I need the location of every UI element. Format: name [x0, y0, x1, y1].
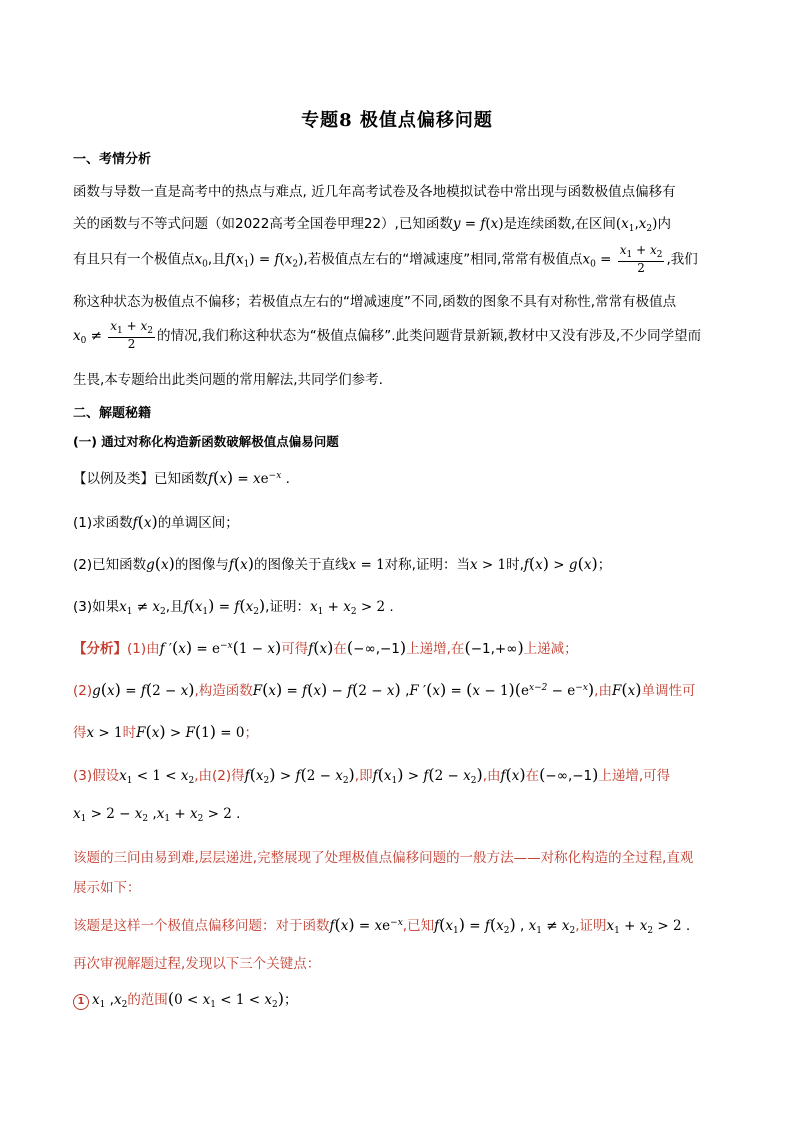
page-title: 专题8 极值点偏移问题 [301, 110, 493, 131]
analysis-part-1: 【分析】(1)由f $'(x) = e^{-x}(1 - x)$可得f(x)在(−∞,−1)上递增,在(−1,+∞)上递减； [73, 638, 578, 657]
summary-line-3: 该题是这样一个极值点偏移问题：对于函数$f(x) = xe^{-x}$,已知$f(x_1) = f(x_2)$ , $x_1 \ne x_2$,证明$x_1 + x_2 > 2$ . [73, 915, 691, 936]
analysis-part-3-line-1: (3)假设$x_1 < 1 < x_2$,由(2)得$f(x_2) > f(2 - x_2)$,即$f(x_1) > f(2 - x_2)$,由f(x)在(−∞,−1)上递增,可得 [73, 765, 671, 786]
example-statement: 【以例及类】已知函数$f(x) = xe^{-x}$ . [73, 468, 290, 487]
example-question-1: (1)求函数f(x)的单调区间； [73, 512, 239, 531]
section-heading-analysis: 一、考情分析 [73, 152, 152, 167]
analysis-part-2-line-1: (2)g(x) = f(2 − x),构造函数F(x) = f(x) − f(2 − x) ,F $'(x) = (x - 1)(e^{x-2} - e^{-x})$,由F(x)单调性可 [73, 680, 696, 699]
circled-number-1: 1 [73, 994, 89, 1010]
paragraph-line-5: $x_0$ ≠ $\frac{x_1 + x_2}{2}$ 的情况,我们称这种状态为“极值点偏移”.此类问题背景新颖,教材中又没有涉及,不少同学望而 [73, 319, 702, 352]
paragraph-line-3: 有且只有一个极值点$x_0$,且$f(x_1) = f(x_2)$,若极值点左右的“增减速度”相同,常常有极值点$x_0$ = $\frac{x_1 + x_2}{2}$ ,我们 [73, 244, 698, 274]
subsection-heading-1: (一) 通过对称化构造新函数破解极值点偏易问题 [73, 434, 339, 449]
summary-line-1: 该题的三问由易到难,层层递进,完整展现了处理极值点偏移问题的一般方法——对称化构造的全过程,直观 [73, 850, 694, 866]
example-question-3: (3)如果$x_1 \ne x_2$,且$f(x_1) = f(x_2)$,证明：$x_1 + x_2 > 2$ . [73, 596, 394, 617]
paragraph-line-1: 函数与导数一直是高考中的热点与难点, 近几年高考试卷及各地模拟试卷中常出现与函数极值点偏移有 [73, 184, 676, 200]
paragraph-line-4: 称这种状态为极值点不偏移；若极值点左右的“增减速度”不同,函数的图象不具有对称性,常常有极值点 [73, 294, 677, 310]
summary-line-4: 再次审视解题过程,发现以下三个关键点： [73, 956, 321, 972]
key-point-1: 1 $x_1$ $,x_2$的范围$(0 < x_1 < 1 < x_2)$； [73, 988, 733, 1010]
section-heading-methods: 二、解题秘籍 [73, 406, 152, 421]
summary-line-2: 展示如下： [73, 880, 141, 896]
example-question-2: (2)已知函数g(x)的图像与f(x)的图像关于直线x = 1对称,证明：当x > 1时,f(x) > g(x)； [73, 554, 612, 573]
analysis-part-3-line-2: $x_1 > 2 - x_2$ $,x_1 + x_2 > 2$ . [73, 806, 241, 824]
analysis-part-2-line-2: 得x > 1时F(x) > F(1) = 0； [73, 722, 258, 741]
paragraph-line-2: 关的函数与不等式问题（如2022高考全国卷甲理22）,已知函数y = f(x)是连续函数,在区间$(x_1,x_2)$内 [73, 216, 671, 234]
paragraph-line-6: 生畏,本专题给出此类问题的常用解法,共同学们参考. [73, 372, 383, 388]
